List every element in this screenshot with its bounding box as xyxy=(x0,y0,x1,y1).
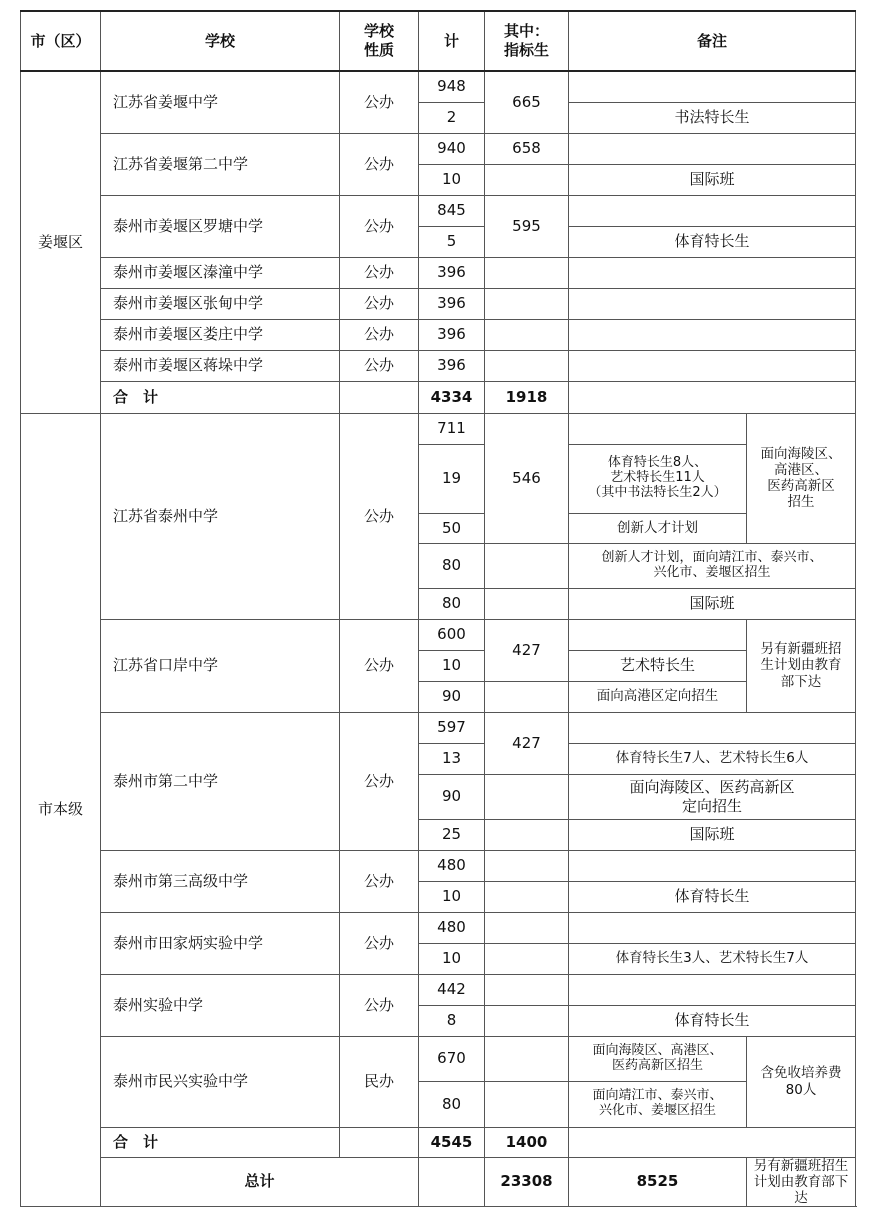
header-remarks: 备注 xyxy=(569,11,856,71)
district-jiangyan: 姜堰区 xyxy=(21,71,101,413)
remark-cell: 创新人才计划，面向靖江市、泰兴市、 兴化市、姜堰区招生 xyxy=(569,543,856,588)
remark-cell xyxy=(569,350,856,381)
count-cell: 600 xyxy=(419,619,485,650)
quota-cell xyxy=(485,881,569,912)
remark-cell: 面向海陵区、高港区、 医药高新区招生 xyxy=(569,1036,747,1081)
subtotal-count: 4545 xyxy=(419,1127,485,1157)
school-name: 江苏省泰州中学 xyxy=(101,413,340,619)
table-row xyxy=(21,1036,856,1081)
count-cell: 10 xyxy=(419,650,485,681)
quota-cell xyxy=(485,819,569,850)
count-cell: 80 xyxy=(419,588,485,619)
quota-cell xyxy=(485,943,569,974)
enrollment-table-page xyxy=(20,10,855,1206)
quota-cell: 427 xyxy=(485,619,569,681)
count-cell: 480 xyxy=(419,912,485,943)
remark-cell: 书法特长生 xyxy=(569,102,856,133)
table-row xyxy=(21,257,856,288)
school-nature: 公办 xyxy=(340,413,419,619)
remark-cell: 国际班 xyxy=(569,819,856,850)
subtotal-count: 4334 xyxy=(419,381,485,413)
grand-total-remark: 另有新疆班招生计划由教育部下达 xyxy=(747,1157,856,1207)
district-shibenji: 市本级 xyxy=(21,413,101,1207)
quota-cell xyxy=(485,588,569,619)
quota-cell xyxy=(485,850,569,881)
remark-cell xyxy=(569,712,856,743)
header-city: 市（区） xyxy=(21,11,101,71)
quota-cell xyxy=(485,350,569,381)
school-name: 泰州市姜堰区罗塘中学 xyxy=(101,195,340,257)
grand-total-row xyxy=(21,1157,856,1207)
remark-cell: 国际班 xyxy=(569,164,856,195)
header-row xyxy=(21,11,856,71)
count-cell: 5 xyxy=(419,226,485,257)
table-row xyxy=(21,413,856,444)
remark-cell: 体育特长生 xyxy=(569,881,856,912)
remark-cell xyxy=(569,619,747,650)
school-name: 泰州市姜堰区溱潼中学 xyxy=(101,257,340,288)
table-row xyxy=(21,619,856,650)
count-cell: 396 xyxy=(419,288,485,319)
quota-cell xyxy=(485,543,569,588)
count-cell: 442 xyxy=(419,974,485,1005)
quota-cell: 595 xyxy=(485,195,569,257)
school-nature: 公办 xyxy=(340,850,419,912)
quota-cell xyxy=(485,319,569,350)
table-row xyxy=(21,712,856,743)
quota-cell xyxy=(485,974,569,1005)
grand-total-count: 23308 xyxy=(485,1157,569,1207)
count-cell: 711 xyxy=(419,413,485,444)
school-name: 泰州市第三高级中学 xyxy=(101,850,340,912)
side-note: 含免收培养费 80人 xyxy=(747,1036,856,1127)
school-nature: 公办 xyxy=(340,288,419,319)
remark-cell: 体育特长生8人、 艺术特长生11人 （其中书法特长生2人） xyxy=(569,444,747,513)
header-school: 学校 xyxy=(101,11,340,71)
table-row xyxy=(21,195,856,226)
remark-cell xyxy=(569,195,856,226)
remark-cell: 艺术特长生 xyxy=(569,650,747,681)
school-name: 泰州市姜堰区蒋垛中学 xyxy=(101,350,340,381)
enrollment-plan-table xyxy=(20,10,856,1207)
remark-cell: 体育特长生7人、艺术特长生6人 xyxy=(569,743,856,774)
remark-cell xyxy=(569,257,856,288)
school-name: 泰州市姜堰区娄庄中学 xyxy=(101,319,340,350)
quota-cell xyxy=(485,288,569,319)
quota-cell: 658 xyxy=(485,133,569,164)
school-nature: 公办 xyxy=(340,195,419,257)
remark-cell xyxy=(569,319,856,350)
count-cell: 10 xyxy=(419,943,485,974)
header-quota: 其中： 指标生 xyxy=(485,11,569,71)
count-cell: 13 xyxy=(419,743,485,774)
table-row xyxy=(21,71,856,102)
count-cell: 80 xyxy=(419,1081,485,1127)
quota-cell xyxy=(485,1036,569,1081)
school-name: 泰州市民兴实验中学 xyxy=(101,1036,340,1127)
quota-cell xyxy=(485,912,569,943)
remark-cell: 面向靖江市、泰兴市、 兴化市、姜堰区招生 xyxy=(569,1081,747,1127)
remark-cell: 面向高港区定向招生 xyxy=(569,681,747,712)
quota-cell xyxy=(485,774,569,819)
table-row xyxy=(21,850,856,881)
remark-cell xyxy=(569,974,856,1005)
remark-cell: 体育特长生 xyxy=(569,1005,856,1036)
remark-cell xyxy=(569,288,856,319)
school-name: 江苏省口岸中学 xyxy=(101,619,340,712)
subtotal-quota: 1918 xyxy=(485,381,569,413)
remark-cell xyxy=(569,71,856,102)
quota-cell xyxy=(485,1005,569,1036)
remark-cell xyxy=(569,413,747,444)
count-cell: 396 xyxy=(419,350,485,381)
quota-cell xyxy=(485,1081,569,1127)
grand-total-quota: 8525 xyxy=(569,1157,747,1207)
quota-cell: 546 xyxy=(485,413,569,543)
quota-cell xyxy=(485,681,569,712)
remark-cell xyxy=(569,912,856,943)
count-cell: 8 xyxy=(419,1005,485,1036)
count-cell: 90 xyxy=(419,681,485,712)
table-row xyxy=(21,974,856,1005)
grand-total-label: 总计 xyxy=(101,1157,419,1207)
table-row xyxy=(21,288,856,319)
quota-cell: 665 xyxy=(485,71,569,133)
subtotal-quota: 1400 xyxy=(485,1127,569,1157)
quota-cell xyxy=(485,164,569,195)
school-name: 泰州市第二中学 xyxy=(101,712,340,850)
count-cell: 2 xyxy=(419,102,485,133)
count-cell: 90 xyxy=(419,774,485,819)
subtotal-row xyxy=(21,381,856,413)
count-cell: 80 xyxy=(419,543,485,588)
quota-cell xyxy=(485,257,569,288)
count-cell: 948 xyxy=(419,71,485,102)
subtotal-row xyxy=(21,1127,856,1157)
count-cell: 10 xyxy=(419,881,485,912)
count-cell: 396 xyxy=(419,257,485,288)
school-name: 泰州实验中学 xyxy=(101,974,340,1036)
school-nature: 公办 xyxy=(340,619,419,712)
school-nature: 公办 xyxy=(340,319,419,350)
side-note: 另有新疆班招 生计划由教育 部下达 xyxy=(747,619,856,712)
count-cell: 670 xyxy=(419,1036,485,1081)
school-nature: 民办 xyxy=(340,1036,419,1127)
school-nature: 公办 xyxy=(340,71,419,133)
school-nature: 公办 xyxy=(340,257,419,288)
school-nature: 公办 xyxy=(340,133,419,195)
school-nature: 公办 xyxy=(340,350,419,381)
header-nature: 学校 性质 xyxy=(340,11,419,71)
count-cell: 19 xyxy=(419,444,485,513)
count-cell: 597 xyxy=(419,712,485,743)
remark-cell: 体育特长生3人、艺术特长生7人 xyxy=(569,943,856,974)
remark-cell: 面向海陵区、医药高新区 定向招生 xyxy=(569,774,856,819)
count-cell: 396 xyxy=(419,319,485,350)
school-nature: 公办 xyxy=(340,974,419,1036)
side-note: 面向海陵区、 高港区、 医药高新区 招生 xyxy=(747,413,856,543)
school-name: 泰州市田家炳实验中学 xyxy=(101,912,340,974)
table-row xyxy=(21,319,856,350)
remark-cell xyxy=(569,850,856,881)
count-cell: 845 xyxy=(419,195,485,226)
remark-cell: 体育特长生 xyxy=(569,226,856,257)
count-cell: 480 xyxy=(419,850,485,881)
school-nature: 公办 xyxy=(340,712,419,850)
school-name: 泰州市姜堰区张甸中学 xyxy=(101,288,340,319)
subtotal-label: 合 计 xyxy=(101,381,340,413)
table-row xyxy=(21,350,856,381)
count-cell: 25 xyxy=(419,819,485,850)
school-name: 江苏省姜堰第二中学 xyxy=(101,133,340,195)
remark-cell: 创新人才计划 xyxy=(569,513,747,543)
count-cell: 940 xyxy=(419,133,485,164)
header-count: 计 xyxy=(419,11,485,71)
table-row xyxy=(21,912,856,943)
school-name: 江苏省姜堰中学 xyxy=(101,71,340,133)
subtotal-label: 合 计 xyxy=(101,1127,340,1157)
school-nature: 公办 xyxy=(340,912,419,974)
count-cell: 10 xyxy=(419,164,485,195)
remark-cell xyxy=(569,133,856,164)
count-cell: 50 xyxy=(419,513,485,543)
remark-cell: 国际班 xyxy=(569,588,856,619)
quota-cell: 427 xyxy=(485,712,569,774)
table-row xyxy=(21,133,856,164)
